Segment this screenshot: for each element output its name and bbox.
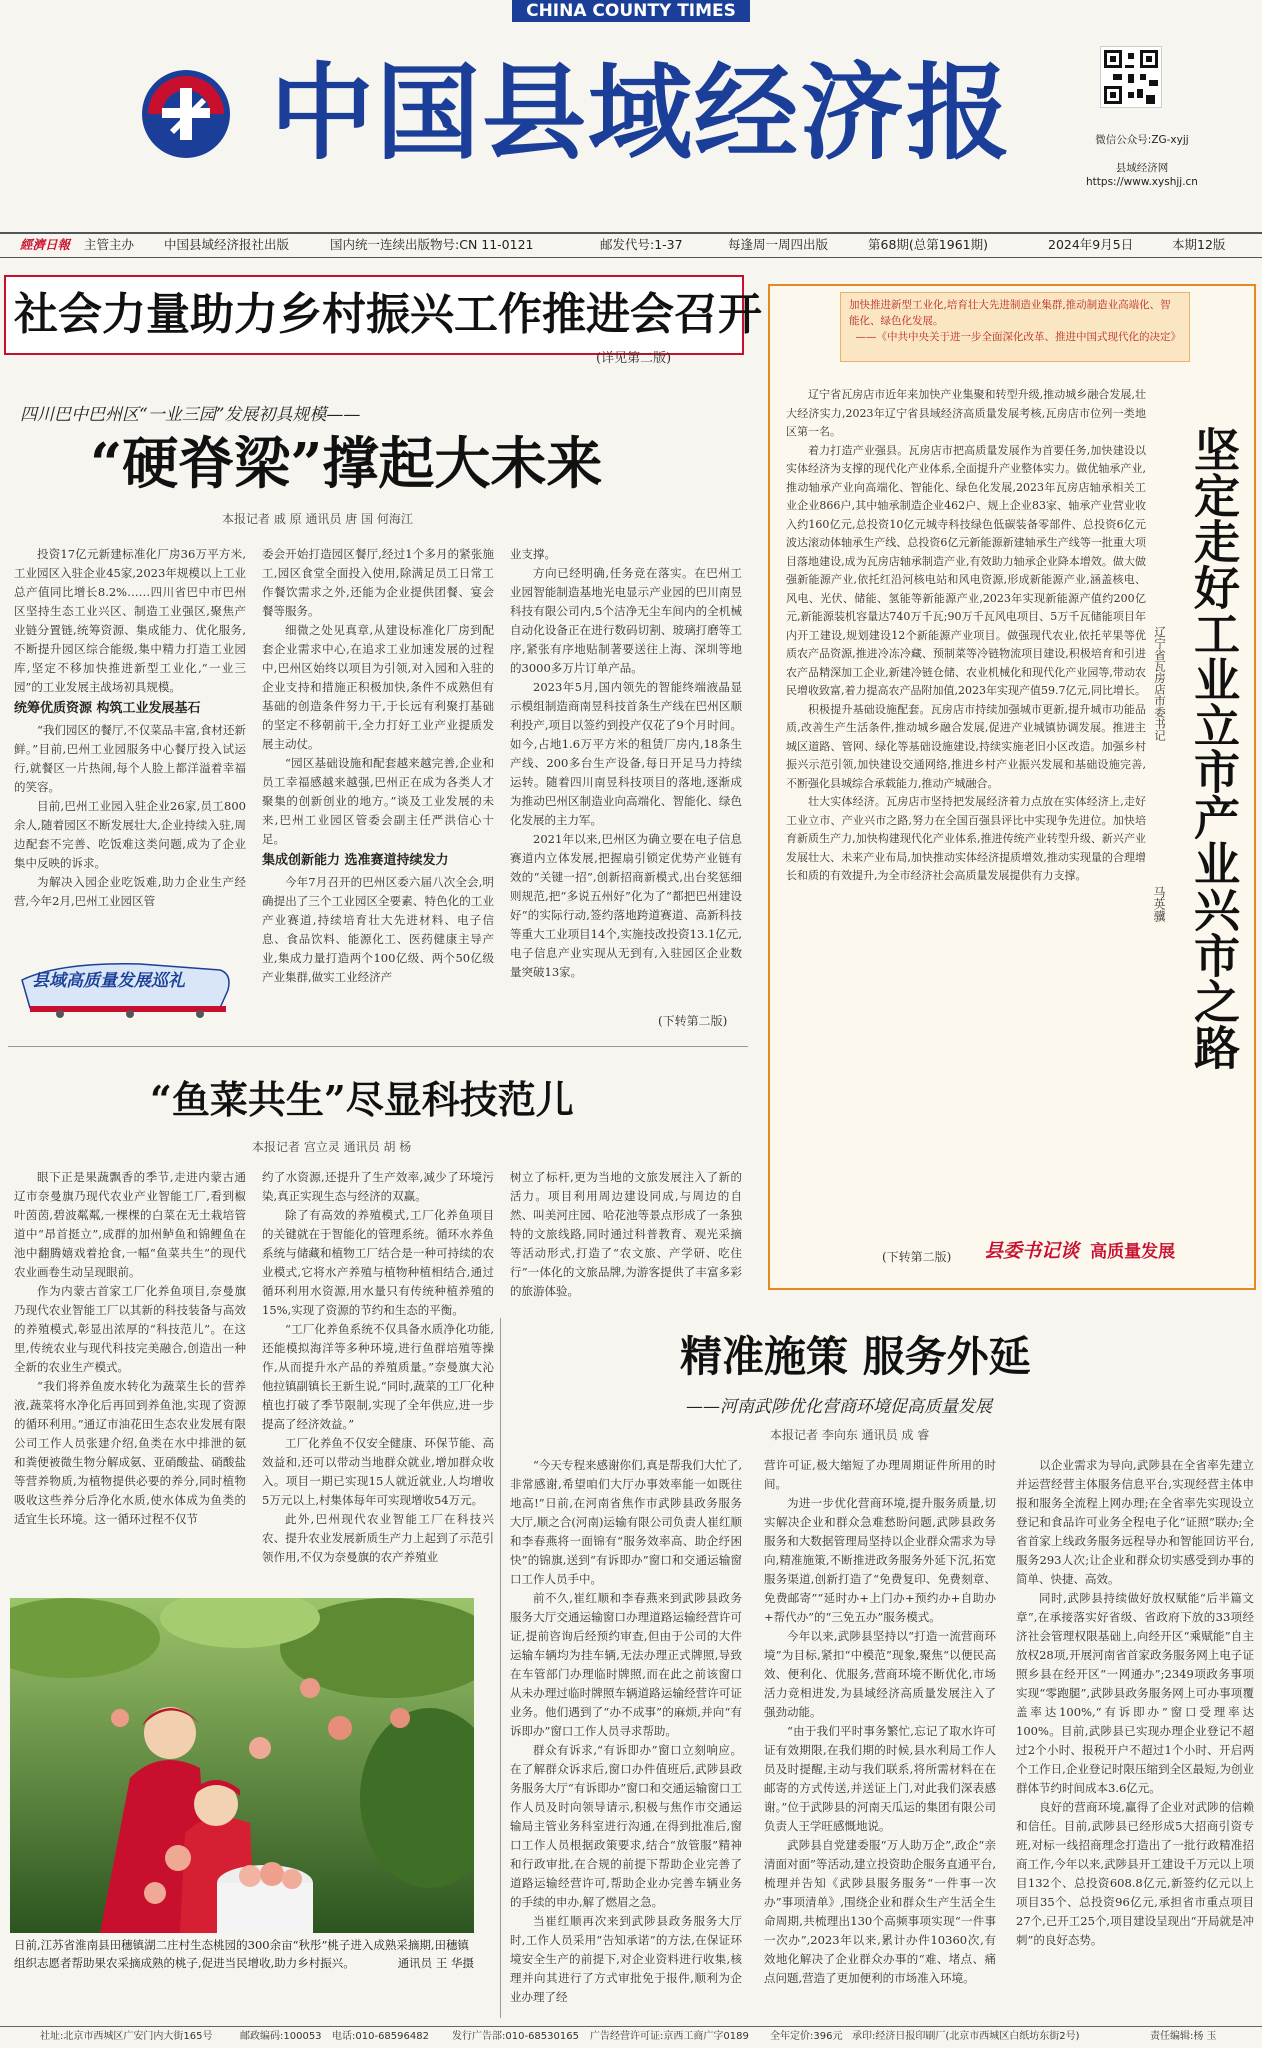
- divider: [8, 1046, 748, 1047]
- badge-right: 高质量发展: [1090, 1242, 1176, 1262]
- paragraph: 除了有高效的养殖模式,工厂化养鱼项目的关键就在于智能化的管理系统。循环水养鱼系统与储藏和植物工厂结合是一种可持续的农业模式,它将水产养殖与植物种植相结合,通过循环利用水资源,用水量只有传统种植养殖的15%,实现了资源的节约和生态的平衡。: [262, 1208, 494, 1317]
- paragraph: 2021年以来,巴州区为确立要在电子信息赛道内立体发展,把握扇引锁定优势产业链有效的“关键一招”,创新招商新模式,出台奖惩细则规范,把“多说五州好”化为了“都把巴州建设好”的实际行动,签约落地跨道赛道、高新科技等重大工业项目14个,实施技改投资13.1亿元,电子信息产业实现从无到有,入驻园区企业数量突破13家。: [510, 832, 742, 979]
- qr-caption-site-name: 县域经济网: [1115, 162, 1169, 174]
- photo-credit: 通讯员 王 华摄: [397, 1956, 474, 1970]
- photo-caption-text: 日前,江苏省淮南县田穗镇湖二庄村生态桃园的300余亩“秋彤”桃子进入成熟采摘期,田穗镇组织志愿者帮助果农采摘成熟的桃子,促进当民增收,助力乡村振兴。: [14, 1938, 470, 1970]
- paragraph: “由于我们平时事务繁忙,忘记了取水许可证有效期限,在我们期的时候,县水利局工作人员及时提醒,主动与我们联系,将所需材料在在邮寄的方式传送,并送证上门,对此我们深表感谢。”位于武陟县的河南天瓜运的集团有限公司负责人王学旺感慨地说。: [764, 1724, 996, 1833]
- qr-caption-wechat: 微信公众号:ZG-xyjj: [1095, 134, 1189, 146]
- footer-ad-license: 广告经营许可证:京西工商广字0189: [590, 2031, 749, 2042]
- story2-column-3: [510, 1168, 742, 1308]
- paragraph: “我们将养鱼废水转化为蔬菜生长的营养液,蔬菜将水净化后再回到养鱼池,实现了资源的循环利用。”通辽市油花田生态农业发展有限公司工作人员张建介绍,鱼类在水中排泄的氨和粪便被微生物分解成氨、亚硝酸盐、硝酸盐等营养物质,为植物提供必要的养分,同时植物吸收这些养分后净化水质,使水体成为鱼类的适宜生长环境。这一循环过程不仅节: [14, 1379, 246, 1526]
- frequency: 每逢周一周四出版: [728, 237, 829, 252]
- story1-column-2: [262, 545, 494, 1025]
- date: 2024年9月5日: [1048, 237, 1134, 252]
- cn-number: 国内统一连续出版物号:CN 11-0121: [330, 237, 534, 252]
- english-name: CHINA COUNTY TIMES: [512, 0, 750, 22]
- story1-column-3: [510, 545, 742, 1010]
- lead-headline-box: [4, 275, 762, 355]
- quote-text: 加快推进新型工业化,培育壮大先进制造业集群,推动制造业高端化、智能化、绿色化发展。: [849, 299, 1171, 327]
- secretary-talk-badge: [984, 1236, 1244, 1272]
- sponsor-logo: 經濟日報: [20, 237, 71, 252]
- footer-address: 社址:北京市西城区广安门内大街165号: [40, 2031, 213, 2042]
- info-bar: [0, 232, 1262, 258]
- lead-headline[interactable]: 社会力量助力乡村振兴工作推进会召开: [14, 289, 762, 340]
- author-title: 辽宁省瓦房店市委书记: [1153, 626, 1167, 741]
- paragraph: 辽宁省瓦房店市近年来加快产业集聚和转型升级,推动城乡融合发展,壮大经济实力,2023年辽宁省县域经济高质量发展考核,瓦房店市位列一类地区第一名。: [786, 388, 1146, 438]
- lead-see-page: (详见第二版): [596, 351, 672, 366]
- story3-headline[interactable]: 精准施策 服务外延: [680, 1332, 1031, 1381]
- story1-byline: 本报记者 戚 原 通讯员 唐 国 何海江: [222, 512, 413, 526]
- issue-number: 第68期(总第1961期): [868, 237, 988, 252]
- paragraph: 作为内蒙古首家工厂化养鱼项目,奈曼旗乃现代农业智能工厂以其新的科技装备与高效的养殖模式,彰显出浓厚的“科技范儿”。在这里,传统农业与现代科技完美融合,创造出一种全新的农业生产模式。: [14, 1284, 246, 1374]
- paragraph: 以企业需求为导向,武陟县在全省率先建立并运营经营主体服务信息平台,实现经营主体申报和服务全流程上网办理;在全省率先实现设立登记和食品许可业务全程电子化“证照”联办;全省首家上线政务服务远程导办和智能回访平台,服务293人次;让企业和群众切实感受到办事的简单、快捷、高效。: [1016, 1458, 1254, 1586]
- subheading: 集成创新能力 选准赛道持续发力: [262, 853, 449, 868]
- paragraph: “工厂化养鱼系统不仅具备水质净化功能,还能模拟海洋等多种环境,进行鱼群培殖等操作,从而提升水产品的养殖质量。”奈曼旗大沁他拉镇副镇长王新生说,“同时,蔬菜的工厂化种植也打破了季节限制,实现了全年供应,进一步提高了经济效益。”: [262, 1322, 494, 1431]
- story2-column-2: [262, 1168, 494, 1598]
- photo-illustration: [10, 1598, 474, 1933]
- quote-source: ——《中共中央关于进一步全面深化改革、推进中国式现代化的决定》: [855, 331, 1181, 343]
- paragraph: “今天专程来感谢你们,真是帮我们大忙了,非常感谢,希望咱们大厅办事效率能一如既往地高!”日前,在河南省焦作市武陟县政务服务大厅,顺之合(河南)运输有限公司负责人崔红顺和李春燕将一面锦有“服务效率高、助企纾困快”的锦旗,送到“有诉即办”窗口和交通运输窗口工作人员手中。: [510, 1458, 742, 1586]
- paragraph: 细微之处见真章,从建设标准化厂房到配套企业需求中心,在追求工业加速发展的过程中,巴州区始终以项目为引领,对入园和入驻的企业支持和措施正积极加快,条件不成熟但有基础的创造条件努力干,于长远有利聚打基础的坚定不移朝前干,全力打好工业产业提质发展主动仗。: [262, 623, 494, 751]
- story3-column-3: [1016, 1456, 1254, 2016]
- paragraph: 眼下正是果蔬飘香的季节,走进内蒙古通辽市奈曼旗乃现代农业产业智能工厂,看到椒叶茵茵,碧波粼粼,一棵棵的白菜在无土栽培管道中“昂首挺立”,成群的加州鲈鱼和锦鲤鱼在池中翻腾嬉戏着抢食,一幅“鱼菜共生”的现代农业画卷生动呈现眼前。: [14, 1170, 246, 1279]
- commentary-continued[interactable]: (下转第二版): [882, 1250, 952, 1264]
- paragraph: 同时,武陟县持续做好放权赋能“后半篇文章”,在承接落实好省级、省政府下放的33项经济社会管理权限基础上,向经开区“乘赋能”自主放权28项,开展河南省首家政务服务网上电子证照乡县在经开区“一网通办”;2349项政务事项实现“零跑腿”,武陟县政务服务网上可办事项覆盖率达100%,“有诉即办”窗口受理率达100%。目前,武陟县已实现办理企业登记不超过2个小时、报税开户不超过1个小时、开启两个工作日,企业登记时限压缩到全区最短,为创业群体节约时间成本3.6亿元。: [1016, 1591, 1254, 1795]
- paragraph: 为解决入园企业吃饭难,助力企业生产经营,今年2月,巴州工业园区管: [14, 875, 246, 908]
- commentary-text: [786, 386, 1146, 1221]
- footer: [0, 2026, 1262, 2048]
- paragraph: 树立了标杆,更为当地的文旅发展注入了新的活力。项目利用周边建设同成,与周边的自然、叫美河庄园、哈花池等景点形成了一条独特的文旅线路,同时通过科普教育、观光采摘等活动形式,打造了“农文旅、产学研、吃住行”一体化的文旅品牌,为游客提供了丰富多彩的旅游体验。: [510, 1170, 742, 1298]
- story1-column-1: [14, 545, 246, 930]
- footer-price: 全年定价:396元: [770, 2031, 843, 2042]
- masthead: [0, 0, 1262, 225]
- divider: [500, 1318, 501, 2018]
- county-development-badge: [20, 950, 234, 1022]
- paragraph: 方向已经明确,任务竞在落实。在巴州工业园智能制造基地光电显示产业园的巴川南昱科技有限公司内,5个洁净无尘车间内的全机械自动化设备正在进行数码切割、玻璃打磨等工序,紧张有序地贴制著要送往上海、深圳等地的3000多万片订单产品。: [510, 566, 742, 675]
- paragraph: 前不久,崔红顺和李春燕来到武陟县政务服务大厅交通运输窗口办理道路运输经营许可证,提前咨询后经预约审查,但由于公司的大件运输车辆均为挂车辆,无法办理正式牌照,导致在车管部门办理临时牌照,而在此之前该窗口从未办理过临时牌照车辆道路运输经营许可证业务。他们遇到了“办不成事”的麻烦,并向“有诉即办”窗口工作人员寻求帮助。: [510, 1591, 742, 1738]
- paragraph: 委会开始打造园区餐厅,经过1个多月的紧张施工,园区食堂全面投入使用,除满足员工日常工作餐饮需求之外,还能为企业提供团餐、宴会餐等服务。: [262, 547, 494, 618]
- story1-kicker: 四川巴中巴州区“一业三园”发展初具规模——: [20, 405, 361, 425]
- footer-distribution: 发行广告部:010-68530165: [452, 2031, 579, 2042]
- story3-subhead: ——河南武陟优化营商环境促高质量发展: [686, 1397, 992, 1417]
- footer-phone: 电话:010-68596482: [332, 2031, 429, 2042]
- subheading: 统筹优质资源 构筑工业发展基石: [14, 701, 201, 716]
- story3-column-1: [510, 1456, 742, 2016]
- footer-editor: 责任编辑:杨 玉: [1150, 2031, 1217, 2042]
- story2-headline[interactable]: “鱼菜共生”尽显科技范儿: [150, 1077, 574, 1122]
- qr-caption-url[interactable]: https://www.xyshjj.cn: [1086, 176, 1198, 188]
- paragraph: 武陟县自党建委服“万人助万企”,政企“亲清面对面”等活动,建立投资助企服务直通平台,梳理并告知《武陟县服务服务“一件事一次办”事项清单》,围绕企业和群众生产生活全生命周期,共梳理出130个高频事项实现“一件事一次办”,2023年以来,累计办件10360次,有效地化解决了企业群众办事的“难、堵点、痛点问题,营造了更加便利的市场准入环境。: [764, 1838, 996, 1985]
- publisher: 中国县域经济报社出版: [164, 237, 290, 252]
- paragraph: 营许可证,极大缩短了办理周期证件所用的时间。: [764, 1458, 996, 1491]
- page-count: 本期12版: [1172, 237, 1226, 252]
- masthead-title: 中国县域经济报: [270, 51, 1013, 174]
- commentary-box: [768, 284, 1256, 1290]
- footer-printer: 承印:经济日报印刷厂(北京市西城区白纸坊东街2号): [852, 2031, 1080, 2042]
- photo-caption: [14, 1936, 474, 1972]
- paragraph: 壮大实体经济。瓦房店市坚持把发展经济着力点放在实体经济上,走好工业立市、产业兴市之路,努力在全国百强县评比中实现争先进位。加快培育新质生产力,加快构建现代化产业体系,推进传统产业转型升级、新兴产业发展壮大、未来产业布局,加快推动实体经济提质增效,推动实现量的合理增长和质的有效提升,为全市经济社会高质量发展提供有力支撑。: [786, 795, 1146, 882]
- sponsor: 主管主办: [84, 237, 135, 252]
- story2-byline: 本报记者 宫立灵 通讯员 胡 杨: [252, 1140, 412, 1154]
- story3-column-2: [764, 1456, 996, 2016]
- story3-byline: 本报记者 李向东 通讯员 成 睿: [770, 1428, 930, 1442]
- story1-headline[interactable]: “硬脊梁”撑起大未来: [90, 431, 603, 497]
- story1-continued[interactable]: (下转第二版): [658, 1014, 728, 1028]
- paragraph: 今年以来,武陟县坚持以“打造一流营商环境”为目标,紧扣“中模范”现象,聚焦“以便民高效、便利化、优服务,营商环境不断优化,市场活力竞相进发,为县域经济高质量发展注入了强劲动能。: [764, 1629, 996, 1719]
- story2-column-1: [14, 1168, 246, 1598]
- paragraph: 为进一步优化营商环境,提升服务质量,切实解决企业和群众急难愁盼问题,武陟县政务服务和大数据管理局坚持以企业群众需求为导向,精准施策,不断推进政务服务外延下沉,拓宽服务渠道,创新打造了“免费复印、免费刻章、免费邮寄”“延时办+上门办+预约办+自助办+帮代办”的“三免五办”服务模式。: [764, 1496, 996, 1624]
- author-name: 马英骥: [1152, 886, 1166, 922]
- paragraph: 此外,巴州现代农业智能工厂在科技兴农、提升农业发展新质生产力上起到了示范引领作用,不仅为奈曼旗的农产养殖业: [262, 1512, 494, 1564]
- paragraph: 今年7月召开的巴州区委六届八次全会,明确提出了三个工业园区全要素、特色化的工业产业赛道,持续培育壮大先进材料、电子信息、食品饮料、能源化工、医药健康主导产业,集成力量打造两个100亿级、两个50亿级产业集群,做实工业经济产: [262, 875, 494, 984]
- peach-harvest-photo[interactable]: [10, 1598, 474, 1933]
- commentary-headline[interactable]: 坚定走好工业立市产业兴市之路: [1187, 426, 1241, 1070]
- paragraph: 良好的营商环境,赢得了企业对武陟的信赖和信任。目前,武陟县已经形成5大招商引资专班,对标一线招商理念打造出了一批行政精准招商工作,今年以来,武陟县开工建设千万元以上项目132个、总投资608.8亿元,新签约亿元以上项目35个、总投资96亿元,承担省市重点项目27个,已开工25个,项目建设呈现出“开局就是冲刺”的良好态势。: [1016, 1800, 1254, 1947]
- paragraph: “我们园区的餐厅,不仅菜品丰富,食材还新鲜。”目前,巴州工业园服务中心餐厅投入试运行,就餐区一片热闹,每个人脸上都洋溢着幸福的笑容。: [14, 723, 246, 794]
- paragraph: “园区基础设施和配套越来越完善,企业和员工幸福感越来越强,巴州正在成为各类人才聚集的创新创业的地方。”谈及工业发展的未来,巴州工业园区管委会副主任严洪信心十足。: [262, 756, 494, 846]
- paragraph: 工厂化养鱼不仅安全健康、环保节能、高效益和,还可以带动当地群众就业,增加群众收入。项目一期已实现15人就近就业,人均增收5万元以上,村集体每年可实现增收54万元。: [262, 1436, 494, 1507]
- paragraph: 群众有诉求,“有诉即办”窗口立刻响应。在了解群众诉求后,窗口办件值班后,武陟县政务服务大厅“有诉即办”窗口和交通运输窗口工作人员及时向领导请示,积极与焦作市交通运输局主管业务科室进行沟通,在得到批准后,窗口工作人员根据政策要求,结合“放管服”精神和行政审批,在合规的前提下帮助企业完善了道路运输经营许可,帮助企业办完善车辆业务的手续的申办,解了燃眉之急。: [510, 1743, 742, 1909]
- paragraph: 投资17亿元新建标准化厂房36万平方米,工业园区入驻企业45家,2023年规模以上工业总产值同比增长8.2%……四川省巴中市巴州区坚持生态工业兴区、制造工业强区,聚焦产业链分置链,统筹资源、集成能力、优化服务,不断提升园区综合能级,集中精力打造工业园库,坚定不移加快推进新型工业化,“一业三园”的工业发展主战场初具规模。: [14, 547, 246, 694]
- postal-code: 邮发代号:1-37: [600, 237, 683, 252]
- paragraph: 当崔红顺再次来到武陟县政务服务大厅时,工作人员采用“告知承诺”的方法,在保证环境安全生产的前提下,对企业资料进行收集,核理并向其进行了方式审批免于报件,顺利为企业办理了经: [510, 1914, 742, 2004]
- paragraph: 目前,巴州工业园入驻企业26家,员工800余人,随着园区不断发展壮大,企业持续入驻,周边配套不完善、吃饭难这类问题,成为了企业集中反映的诉求。: [14, 799, 246, 870]
- paragraph: 积极提升基础设施配套。瓦房店市持续加强城市更新,提升城市功能品质,改善生产生活条件,推动城乡融合发展,促进产业城镇协调发展。推进主城区道路、管网、绿化等基础设施建设,持续实施老旧小区改造。加强乡村振兴示范引领,加快建设交通网络,推进乡村产业振兴发展和基础设施完善,不断强化县城综合承载能力,推动产城融合。: [786, 702, 1146, 790]
- paragraph: 2023年5月,国内领先的智能终端液晶显示模组制造商南昱科技首条生产线在巴州区顺利投产,项目以签约到投产仅花了9个月时间。如今,占地1.6万平方米的租赁厂房内,18条生产线、200多台生产设备,每日开足马力持续运转。随着四川南昱科技项目的落地,逐渐成为推动巴州区制造业向高端化、智能化、绿色化发展的主力军。: [510, 680, 742, 827]
- footer-postcode: 邮政编码:100053: [240, 2031, 322, 2042]
- quote-box: [840, 292, 1190, 362]
- newspaper-logo-icon: [140, 68, 232, 160]
- paragraph: 约了水资源,还提升了生产效率,减少了环境污染,真正实现生态与经济的双赢。: [262, 1170, 494, 1203]
- paragraph: 业支撑。: [510, 547, 556, 561]
- qr-code-icon[interactable]: [1100, 46, 1162, 108]
- paragraph: 着力打造产业强县。瓦房店市把高质量发展作为首要任务,加快建设以实体经济为支撑的现代化产业体系,全面提升产业整体实力。做优轴承产业,推动轴承产业向高端化、智能化、绿色化发展,2023年瓦房店轴承相关工业企业866户,其中轴承制造企业462户、规上企业83家、轴承产业营业收入约160亿元,总投资10亿元城寺科技绿色低碳装备零部件、总投资6亿元波达滚动体轴承生产线、总投资6亿元新能源新建轴承生产线等一批重大项目落地建设,成为瓦房店轴承制造产业,有效助力轴承企业降本增效。做大做强新能源产业,依托红沿河核电站和风电资源,形成新能源产业,涵盖核电、风电、光伏、储能、氢能等新能源产业,2023年实现新能源产值约200亿元,新能源装机容量达740万千瓦;90万千瓦风电项目、5万千瓦储能项目年内开工建设,规划建设12个新能源产业项目。做强现代农业,依托苹果等优质农产品资源,推进冷冻冷藏、预制菜等冷链物流项目建设,积极培育和引进农产品精深加工企业,新建冷链仓储、农业机械化和现代化产业园等,带动农民增收致富,着力提高农产品附加值,2023年实现产值59.7亿元,同比增长。: [786, 443, 1146, 697]
- badge-left: 县委书记谈: [984, 1240, 1080, 1262]
- badge-label: 县域高质量发展巡礼: [32, 971, 185, 991]
